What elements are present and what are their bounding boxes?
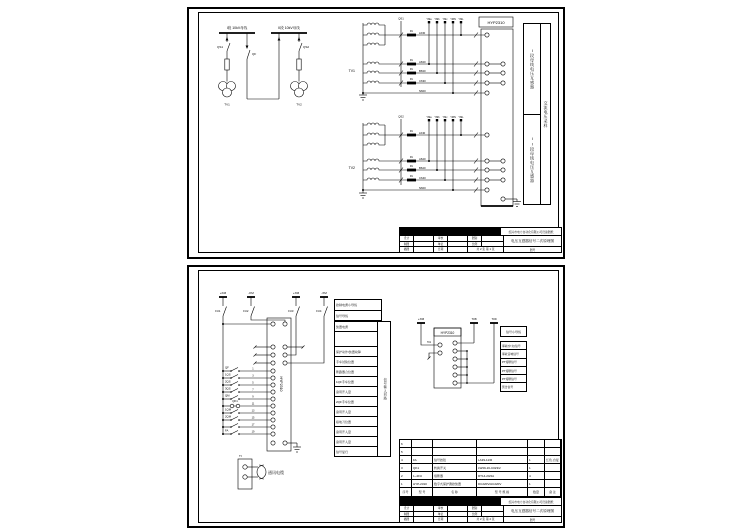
contact-label: QF — [225, 365, 229, 370]
contact-label: 1QM — [225, 407, 232, 412]
legend-cells — [524, 24, 541, 204]
wire-label: A630 — [419, 60, 426, 64]
eq-cell — [412, 440, 433, 448]
eq-cell: RT14-20/2A — [477, 472, 528, 480]
value-cell — [414, 517, 434, 523]
wire-number: 701 — [426, 341, 432, 344]
eq-cell: 5 — [400, 448, 412, 456]
company-name: 绍兴市电力自动化有限公司设备图纸 — [500, 498, 561, 505]
legend-rows — [334, 321, 378, 457]
equipment-table — [399, 439, 562, 506]
eq-cell: LA39-11/R — [477, 456, 528, 464]
eq-cell: HYP-2310 — [412, 480, 433, 488]
wire-number: 3 — [252, 374, 254, 378]
eq-header: 备 注 — [545, 488, 561, 497]
signal-row: PT熔断信号 — [500, 375, 527, 383]
wire-label: L640 — [419, 131, 426, 135]
eq-cell: 4 — [400, 456, 412, 464]
drawing-title: 电压互感器信号二次原理图 — [510, 238, 555, 243]
wire-number: 13 — [251, 409, 255, 413]
eq-cell — [545, 440, 561, 448]
fuse-label: FU — [409, 165, 414, 169]
fuse-label: FU — [409, 130, 414, 134]
label-unit: 单位 — [434, 242, 448, 248]
legend-row: 接地刀位置 — [334, 417, 378, 427]
eq-cell: 1~4FU — [412, 472, 433, 480]
tv2-group-label: TV2 — [348, 166, 355, 170]
label-trace: 描图 — [400, 517, 414, 523]
wire-label: B630 — [419, 69, 426, 73]
tap-label: YML — [458, 115, 464, 119]
eq-cell: 数字式保护测控装置 — [433, 480, 477, 488]
tv2-label: TV2 — [296, 102, 302, 107]
eq-cell: 6 — [400, 440, 412, 448]
label-scale: 比例 — [468, 242, 482, 248]
title-block — [399, 227, 562, 253]
feeder-fuse-label: FU4 — [316, 309, 322, 313]
signal-bus-table — [500, 326, 527, 392]
eq-cell: 3 — [400, 464, 412, 472]
sheet-1 — [187, 7, 565, 259]
signal-stub-label: 709 — [491, 317, 497, 321]
sheet-pages: 共 2 张 第 2 张 — [468, 517, 504, 523]
eq-header: 型 号 — [412, 488, 433, 497]
legend-side-cell — [541, 24, 550, 204]
wire-label: C640 — [419, 176, 426, 180]
company-logo-bar — [400, 228, 500, 235]
label-unit: 单位 — [434, 512, 448, 518]
eq-cell: 信号按钮 — [433, 456, 477, 464]
feeder-bus-label: -KM — [248, 291, 254, 295]
cable-label: 通讯电缆 — [268, 470, 284, 475]
label-category: 图别 — [468, 236, 482, 242]
wire-label: C630 — [419, 79, 426, 83]
qs1-aux-label: QS1 — [398, 16, 404, 21]
signal-device-block — [417, 317, 498, 388]
label-design: 设计 — [400, 506, 414, 512]
legend-header: 控制电源小母线 — [334, 299, 382, 311]
wire-label: B640 — [419, 166, 426, 170]
wire-number: 19 — [251, 430, 255, 434]
value-cell — [448, 247, 468, 253]
wire-label: A640 — [419, 157, 426, 161]
eq-cell: 1 — [528, 464, 545, 472]
signal-row: 事故音响信号 — [500, 350, 527, 358]
contact-label: QM — [225, 393, 230, 398]
contact-label: 2QM — [225, 414, 232, 419]
bus1-label: I段 10kV母线 — [226, 26, 248, 30]
qs2-aux-label: QS2 — [398, 114, 404, 119]
legend-row: 备用开入量 — [334, 437, 378, 447]
wire-number: 15 — [251, 416, 255, 420]
title-block-grid — [400, 506, 504, 523]
wire-number: 7 — [252, 388, 254, 392]
fuse-label: FU — [409, 156, 414, 160]
eq-cell — [477, 448, 528, 456]
eq-cell — [528, 448, 545, 456]
legend-text: 交流电压采样 — [543, 100, 549, 128]
wire-label: N600 — [419, 89, 426, 93]
wire-number: 17 — [251, 423, 255, 427]
right-legend-panel — [523, 23, 551, 205]
sheet-pages: 共 2 张 第 1 张 — [468, 247, 504, 253]
qs1-label: QS1 — [216, 45, 223, 49]
signal-stub-label: 708 — [471, 317, 477, 321]
figure-number: 图号 — [504, 246, 561, 253]
device-model-label: HYP2310 — [440, 331, 455, 335]
tap-label: YMb — [434, 115, 440, 119]
title-block-body — [400, 506, 561, 523]
legend-row: 备用开入量 — [334, 427, 378, 437]
eq-cell: LW39-16-C023/2 — [477, 464, 528, 472]
eq-cell: QK1 — [412, 464, 433, 472]
signal-row: 事故(中央)信号 — [500, 342, 527, 350]
company-name: 绍兴市电力自动化有限公司设备图纸 — [500, 228, 561, 235]
legend-row: 备用开入量 — [334, 407, 378, 417]
eq-cell: 2 — [400, 472, 412, 480]
legend-row: 信号复归 — [334, 447, 378, 457]
tap-label: YMa — [426, 17, 432, 21]
signal-row: PT熔断信号 — [500, 359, 527, 367]
eq-cell: 1 — [400, 480, 412, 488]
drawing-title: 电压互感器信号二次原理图 — [510, 508, 555, 513]
wire-number: 5 — [252, 381, 254, 385]
eq-cell — [545, 472, 561, 480]
tap-label: YMc — [442, 115, 448, 119]
tap-label: YMa — [426, 115, 432, 119]
signal-row: 预告信号 — [500, 383, 527, 391]
feeder-fuse-label: FU2 — [243, 309, 249, 313]
title-block-grid — [400, 236, 504, 253]
fuse-label: FU — [409, 68, 414, 72]
legend-side-text: 信号输入回路 — [382, 377, 387, 401]
label-trace: 描图 — [400, 247, 414, 253]
sheet-2 — [187, 265, 565, 528]
wire-label: L630 — [419, 31, 426, 35]
legend-cell-tv2 — [524, 114, 540, 205]
legend-row: 手车试验位置 — [334, 357, 378, 367]
eq-cell — [433, 448, 477, 456]
title-block-top — [400, 228, 561, 236]
eq-cell: 1 — [528, 480, 545, 488]
label-date: 日期 — [434, 517, 448, 523]
tap-label: YMN — [450, 115, 456, 119]
tv1-label: TV1 — [224, 102, 230, 107]
title-block-body — [400, 236, 561, 253]
title-block-right — [504, 506, 561, 523]
eq-cell — [545, 448, 561, 456]
eq-cell — [433, 440, 477, 448]
eq-cell — [545, 464, 561, 472]
contact-label: 2QS — [225, 379, 231, 384]
wire-number: 9 — [252, 395, 254, 399]
legend-row: 装置电源 — [334, 322, 378, 332]
eq-cell — [545, 480, 561, 488]
legend-cell-tv1 — [524, 24, 540, 114]
eq-cell — [412, 448, 433, 456]
figure-number: 图号 — [504, 516, 561, 523]
eq-header: 数量 — [528, 488, 545, 497]
legend-header: 信号母线 — [334, 311, 382, 321]
legend-text: I段母线电压互感器 — [530, 48, 535, 90]
label-category: 图别 — [468, 506, 482, 512]
contact-label: QK1 — [232, 399, 238, 403]
label-draft: 制图 — [400, 242, 414, 248]
communication-terminal — [238, 454, 284, 489]
qs2-label: QS2 — [303, 45, 310, 49]
title-block-top — [400, 498, 561, 506]
device-strip — [479, 17, 513, 206]
di-legend-table — [334, 299, 391, 457]
title-block-right — [504, 236, 561, 253]
wire-number: 1 — [252, 367, 254, 371]
feeder-fuse-label: FU1 — [215, 309, 221, 313]
signal-row: PT熔断信号 — [500, 367, 527, 375]
contact-label: 3QS — [225, 386, 231, 391]
legend-row: 断路器合位置 — [334, 367, 378, 377]
eq-cell: FA — [412, 456, 433, 464]
label-date: 日期 — [434, 247, 448, 253]
tap-label: YMN — [450, 17, 456, 21]
device-model-label: HYP2310 — [487, 20, 505, 26]
eq-header: 序号 — [400, 488, 412, 497]
contact-label: 1QS — [225, 372, 231, 377]
contact-label: FA — [225, 428, 229, 433]
wire-number: 11 — [251, 402, 255, 406]
eq-cell: 红色,自复 — [545, 456, 561, 464]
fuse-label: FU — [409, 78, 414, 82]
tap-label: YMc — [442, 17, 448, 21]
tap-label: YML — [458, 17, 464, 21]
eq-cell: 转换开关 — [433, 464, 477, 472]
single-line-diagram — [217, 25, 309, 107]
device-model-label: HYP2310 — [279, 376, 283, 392]
value-cell — [448, 517, 468, 523]
feeder-bus-label: -XM — [321, 291, 327, 295]
legend-row: 保护动作/装置故障 — [334, 347, 378, 357]
ti-label: TI — [239, 454, 242, 458]
legend-row: 2QF手车位置 — [334, 397, 378, 407]
legend-row: 1QF手车位置 — [334, 377, 378, 387]
label-check: 审核 — [434, 506, 448, 512]
sheet-1-schematic — [189, 9, 563, 257]
fuse-label: FU — [409, 30, 414, 34]
feeder-bus-label: +XM — [292, 291, 300, 295]
legend-side-cell — [378, 321, 391, 457]
label-design: 设计 — [400, 236, 414, 242]
tap-label: YMb — [434, 17, 440, 21]
signal-table-header: 信号小母线 — [500, 326, 527, 337]
feeder-fuse-label: FU3 — [288, 309, 294, 313]
eq-header: 名 称 — [433, 488, 477, 497]
tv2-secondary-group — [349, 115, 521, 207]
eq-header: 型 号 规 格 — [477, 488, 528, 497]
feeder-bus-label: +KM — [219, 291, 227, 295]
legend-row — [334, 332, 378, 347]
eq-cell: DC220V/AC220V — [477, 480, 528, 488]
value-cell — [414, 247, 434, 253]
bus2-label: II段 10kV母线 — [278, 26, 300, 30]
wire-label: N600 — [419, 186, 426, 190]
title-block — [399, 497, 562, 523]
eq-cell: 熔断器 — [433, 472, 477, 480]
signal-table-rows — [500, 341, 527, 392]
eq-cell — [477, 440, 528, 448]
tv1-group-label: TV1 — [348, 69, 355, 73]
fuse-label: FU — [409, 175, 414, 179]
company-logo-bar — [400, 498, 500, 505]
label-scale: 比例 — [468, 512, 482, 518]
legend-rows-wrap — [334, 321, 391, 457]
eq-cell: 4 — [528, 472, 545, 480]
eq-cell — [528, 440, 545, 448]
fuse-label: FU — [409, 59, 414, 63]
legend-text: II段母线电压互感器 — [530, 135, 535, 183]
legend-row: 备用开入量 — [334, 387, 378, 397]
label-check: 审核 — [434, 236, 448, 242]
qf-label: QF — [252, 52, 257, 56]
label-draft: 制图 — [400, 512, 414, 518]
signal-bus-label: +XM — [417, 317, 425, 321]
eq-cell: 1 — [528, 456, 545, 464]
